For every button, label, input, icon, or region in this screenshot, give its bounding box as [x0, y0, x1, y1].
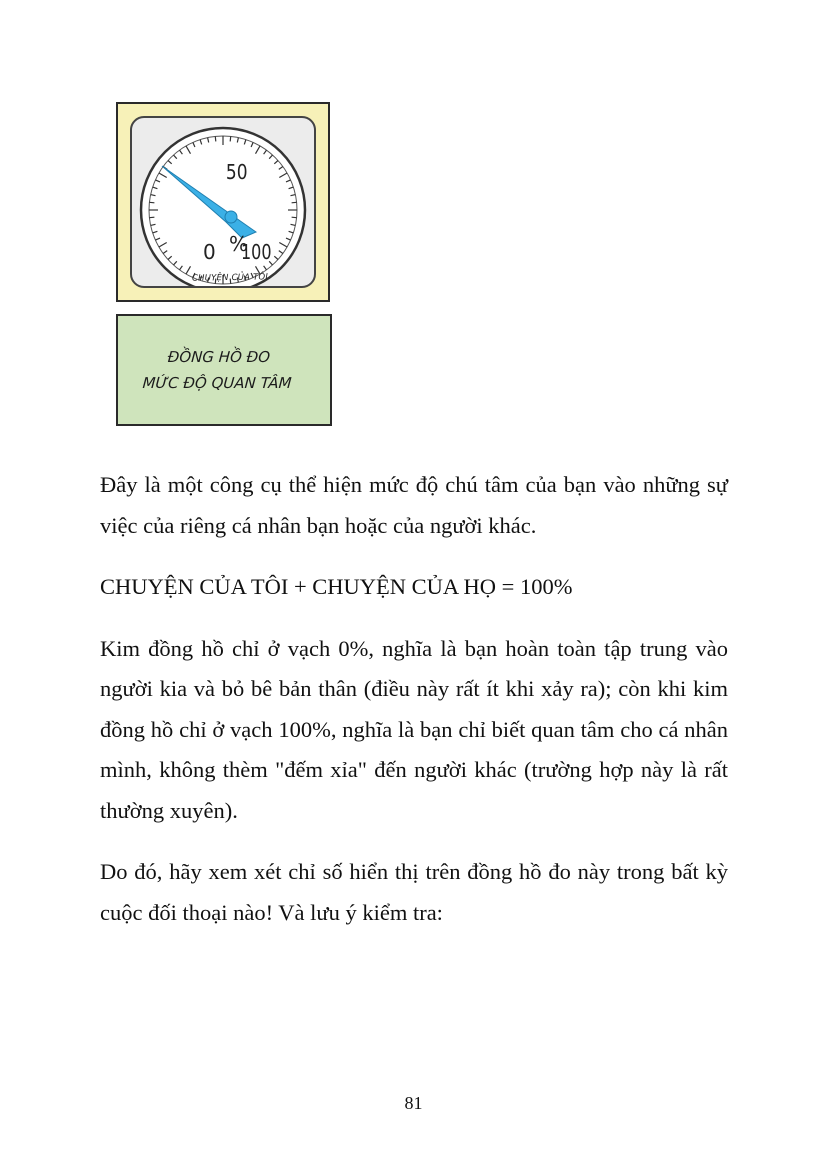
- gauge-tick: [292, 202, 297, 203]
- gauge-illustration: [114, 102, 336, 432]
- paragraph-intro: Đây là một công cụ thể hiện mức độ chú tâm của bạn vào những sự việc của riêng cá nhân bạn hoặc của người khác.: [100, 472, 728, 538]
- gauge-tick: [149, 202, 154, 203]
- page-number: 81: [404, 1093, 423, 1113]
- gauge-caption: [116, 344, 320, 396]
- gauge-caption-line-1: ĐỒNG HỒ ĐO: [167, 348, 271, 366]
- gauge-caption-line-2: MỨC ĐỘ QUAN TÂM: [141, 374, 293, 392]
- gauge-panel: [130, 116, 316, 288]
- body-text: [100, 465, 728, 954]
- paragraph-conclusion: Do đó, hãy xem xét chỉ số hiển thị trên đồng hồ đo này trong bất kỳ cuộc đối thoại nào! Và lưu ý kiểm tra:: [100, 859, 728, 925]
- gauge-tick: [230, 136, 231, 141]
- gauge-label-100: 100: [241, 240, 272, 264]
- gauge-tick: [149, 217, 154, 218]
- gauge-dial-icon: [132, 118, 314, 286]
- gauge-label-0: 0: [203, 240, 216, 264]
- gauge-label-percent: %: [229, 232, 249, 256]
- gauge-label-50: 50: [225, 160, 248, 184]
- paragraph-formula: CHUYỆN CỦA TÔI + CHUYỆN CỦA HỌ = 100%: [100, 574, 573, 599]
- gauge-tick: [292, 217, 297, 218]
- gauge-frame: [116, 102, 330, 302]
- gauge-dial-caption: CHUYỆN CỦA TÔI: [191, 272, 269, 284]
- paragraph-explanation: Kim đồng hồ chỉ ở vạch 0%, nghĩa là bạn hoàn toàn tập trung vào người kia và bỏ bê bản thân (điều này rất ít khi xảy ra); còn khi kim đồng hồ chỉ ở vạch 100%, nghĩa là bạn chỉ biết quan tâm cho cá nhân mình, không thèm "đếm xỉa" đến người khác (trường hợp này là rất thường xuyên).: [100, 635, 728, 823]
- gauge-tick: [215, 136, 216, 141]
- gauge-caption-box: [116, 314, 332, 426]
